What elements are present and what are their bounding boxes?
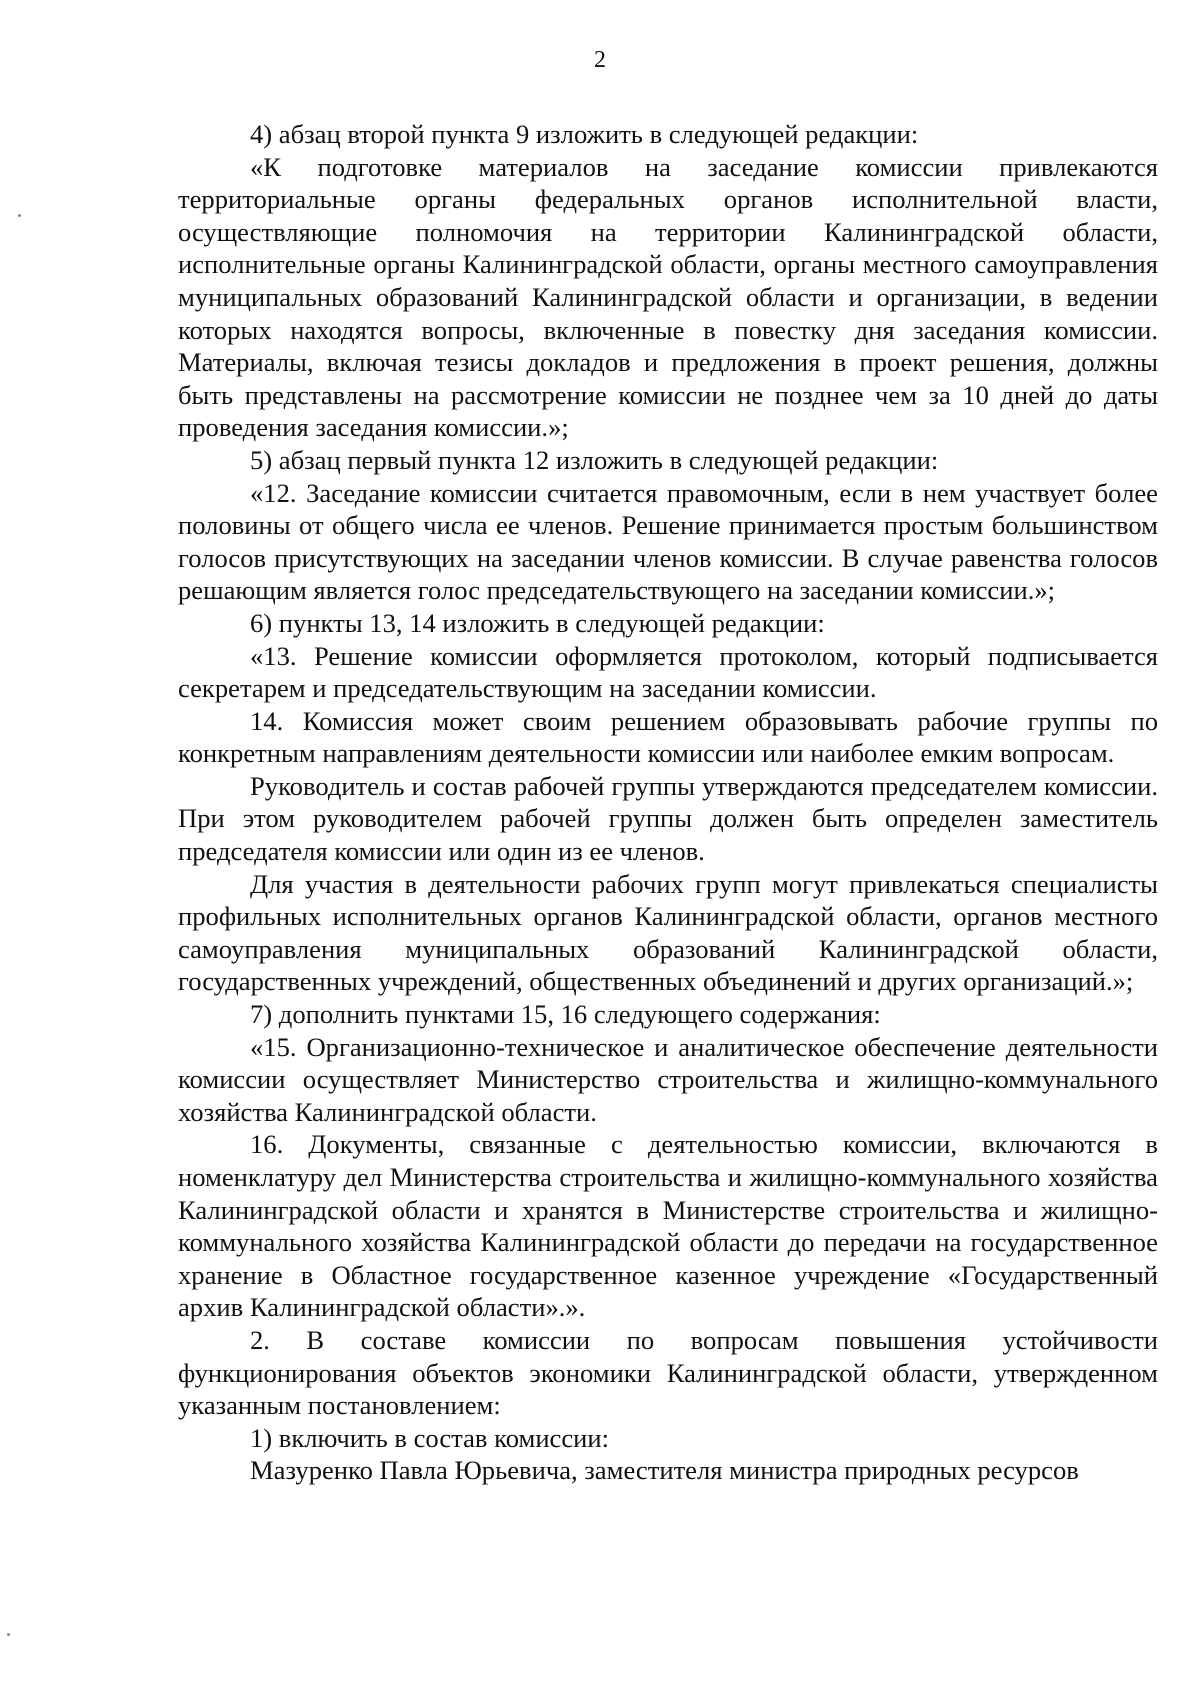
document-body (178, 118, 1158, 1487)
scan-speck (18, 214, 21, 217)
paragraph: 2. В составе комиссии по вопросам повышения устойчивости функционирования объектов экономики Калининградской области, утвержденном указанным постановлением: (178, 1324, 1158, 1421)
paragraph: Мазуренко Павла Юрьевича, заместителя министра природных ресурсов (250, 1455, 1079, 1486)
paragraph: 14. Комиссия может своим решением образовывать рабочие группы по конкретным направлениям деятельности комиссии или наиболее емким вопросам. (178, 705, 1158, 769)
paragraph: «13. Решение комиссии оформляется протоколом, который подписывается секретарем и председательствующим на заседании комиссии. (178, 640, 1158, 704)
paragraph: Для участия в деятельности рабочих групп могут привлекаться специалисты профильных исполнительных органов Калининградской области, органов местного самоуправления муниципальных образований Калининградской области, государственных учреждений, общественных объединений и других организаций.»; (178, 868, 1158, 997)
paragraph: 4) абзац второй пункта 9 изложить в следующей редакции: (250, 119, 919, 149)
paragraph: 1) включить в состав комиссии: (250, 1422, 610, 1453)
paragraph: «15. Организационно-техническое и аналитическое обеспечение деятельности комиссии осуществляет Министерство строительства и жилищно-коммунального хозяйства Калининградской области. (178, 1031, 1158, 1127)
scan-speck (7, 1633, 10, 1636)
paragraph: «12. Заседание комиссии считается правомочным, если в нем участвует более половины от общего числа ее членов. Решение принимается простым большинством голосов присутствующих на заседании членов комиссии. В случае равенства голосов решающим является голос председательствующего на заседании комиссии.»; (178, 477, 1158, 606)
paragraph: 6) пункты 13, 14 изложить в следующей редакции: (250, 607, 825, 638)
paragraph: Руководитель и состав рабочей группы утверждаются председателем комиссии. При этом руководителем рабочей группы должен быть определен заместитель председателя комиссии или один из ее членов. (178, 770, 1158, 867)
paragraph: 16. Документы, связанные с деятельностью комиссии, включаются в номенклатуру дел Министерства строительства и жилищно-коммунального хозяйства Калининградской области и хранятся в Министерстве строительства и жилищно-коммунального хозяйства Калининградской области до передачи на государственное хранение в Областное государственное казенное учреждение «Государственный архив Калининградской области».». (178, 1129, 1158, 1323)
paragraph: 7) дополнить пунктами 15, 16 следующего содержания: (250, 999, 881, 1030)
paragraph: 5) абзац первый пункта 12 изложить в следующей редакции: (250, 444, 939, 475)
paragraph: «К подготовке материалов на заседание комиссии привлекаются территориальные органы федеральных органов исполнительной власти, осуществляющие полномочия на территории Калининградской области, исполнительные органы Калининградской области, органы местного самоуправления муниципальных образований Калининградской области и организации, в ведении которых находятся вопросы, включенные в повестку дня заседания комиссии. Материалы, включая тезисы докладов и предложения в проект решения, должны быть представлены на рассмотрение комиссии не позднее чем за 10 дней до даты проведения заседания комиссии.»; (178, 151, 1158, 443)
page-number: 2 (594, 47, 606, 73)
